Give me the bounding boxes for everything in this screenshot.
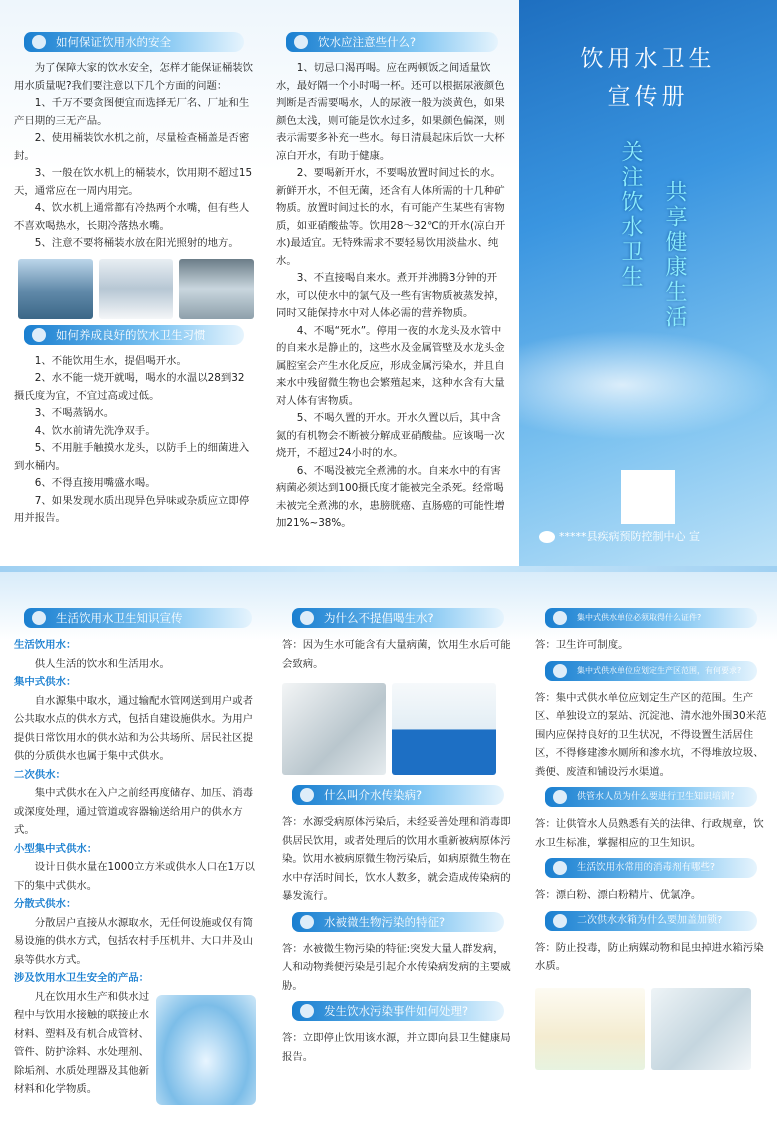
answer-text: 答：防止投毒，防止病媒动物和昆虫掉进水箱污染水质。	[535, 941, 764, 972]
list-item: 5、不喝久置的开水。开水久置以后，其中含氮的有机物会不断被分解成亚硝酸盐。应该喝一次烧开，不超过24小时的水。	[276, 412, 505, 459]
answer-text: 答：立即停止饮用该水源，并立即向县卫生健康局报告。	[282, 1032, 511, 1063]
section-title: 水被微生物污染的特征?	[324, 914, 446, 929]
droplet-icon	[294, 35, 308, 49]
section-header	[286, 32, 498, 52]
droplet-icon	[553, 664, 567, 678]
organization-label: *****县疾病预防控制中心 宣	[559, 530, 700, 543]
column-left-top	[0, 32, 262, 528]
section-title: 如何养成良好的饮水卫生习惯	[56, 327, 206, 342]
water-treatment-diagram	[535, 988, 645, 1070]
list-item: 3、不直接喝自来水。煮开并沸腾3分钟的开水，可以使水中的氯气及一些有害物质被蒸发掉，同时又能保持水中对人体必需的营养物质。	[276, 272, 505, 319]
column-left-bottom	[0, 608, 270, 1099]
list-item: 2、水不能一烧开就喝，喝水的水温以28到32摄氏度为宜，不宜过高或过低。	[14, 372, 245, 402]
answer-text: 答：水被微生物污染的特征:突发大量人群发病，人和动物粪便污染是引起介水传染病发病的主要威胁。	[282, 942, 511, 992]
section-title: 饮水应注意些什么?	[318, 35, 417, 49]
answer-text: 答：卫生许可制度。	[535, 639, 629, 651]
water-plant-photo	[18, 259, 93, 319]
list-item: 6、不喝没被完全煮沸的水。自来水中的有害病菌必须达到100摄氏度才能被完全杀死。经常喝未被完全煮沸的水，患膀胱癌、直肠癌的可能性增加21%~38%。	[276, 464, 505, 529]
water-glass-image	[156, 995, 256, 1105]
man-drinking-photo	[392, 683, 496, 775]
column-middle-top	[266, 32, 516, 533]
list-item: 4、饮水前请先洗净双手。	[34, 424, 156, 437]
section-header	[24, 608, 252, 628]
section-header	[292, 912, 504, 932]
list-item: 1、切忌口渴再喝。应在两顿饭之间适量饮水，最好隔一个小时喝一杯。还可以根据尿液颜色判断是否需要喝水，人的尿液一般为淡黄色，如果颜色太浅，则可能是饮水过多，如果颜色偏深，则表示需要多补充一些水。每日清晨起床后饮一大杯凉白开水，有助于健康。	[276, 62, 505, 162]
term-definition: 设计日供水量在1000立方米或供水人口在1万以下的集中式供水。	[14, 861, 255, 892]
section-header	[545, 858, 757, 878]
droplet-icon	[300, 915, 314, 929]
answer-text: 答：集中式供水单位应划定生产区的范围。生产区、单独设立的泵站、沉淀池、清水池外围30米范围内应保持良好的卫生状况，不得设置生活居住区，不得修建渗水厕所和渗水坑，不得堆放垃圾、粪便、废渣和铺设污水渠道。	[535, 691, 767, 778]
paragraph: 为了保障大家的饮水安全，怎样才能保证桶装饮用水质量呢?我们要注意以下几个方面的问题：	[14, 62, 253, 92]
section-title: 生活饮用水常用的消毒剂有哪些?	[577, 862, 716, 873]
list-item: 2、使用桶装饮水机之前，尽量检查桶盖是否密封。	[14, 132, 250, 162]
term-definition: 凡在饮用水生产和供水过程中与饮用水接触的联接止水材料、塑料及有机合成管材、管件、防护涂料、水处理剂、除垢剂、水质处理器及其他新材料和化学物质。	[14, 990, 150, 1095]
list-item: 1、不能饮用生水，提倡喝开水。	[34, 354, 187, 367]
cover-slogan: 共享健康生活	[662, 180, 687, 330]
faucet-photo	[651, 988, 751, 1070]
cover-title	[519, 40, 777, 116]
qr-code-placeholder	[621, 470, 675, 524]
cover-panel	[519, 0, 777, 572]
term-heading: 集中式供水：	[14, 676, 77, 688]
answer-text: 答：因为生水可能含有大量病菌，饮用生水后可能会致病。	[282, 639, 511, 670]
organization-name	[539, 528, 777, 544]
section-header	[24, 32, 244, 52]
list-item: 4、饮水机上通常都有冷热两个水嘴，但有些人不喜欢喝热水，长期冷落热水嘴。	[14, 202, 250, 232]
term-definition: 自水源集中取水，通过输配水管网送到用户或者公共取水点的供水方式，包括自建设施供水。为用户提供日常饮用水的供水站和为公共场所、居民社区提供的分质供水也属于集中式供水。	[14, 694, 253, 762]
term-heading: 生活饮用水：	[14, 639, 77, 651]
list-item: 2、要喝新开水，不要喝放置时间过长的水。新鲜开水，不但无菌，还含有人体所需的十几种矿物质。放置时间过长的水，有可能产生某些有害物质，如亚硝酸盐等。饮用28～32℃的开水(凉白开水)最适宜。无特殊需求不要轻易饮用淡盐水、纯水。	[276, 167, 506, 267]
brochure-inside	[0, 572, 777, 1142]
list-item: 3、不喝蒸锅水。	[34, 407, 115, 419]
section-header	[292, 608, 504, 628]
term-definition: 分散居户直接从水源取水，无任何设施或仅有简易设施的供水方式，包括农村手压机井、大口井及山泉等供水方式。	[14, 916, 253, 966]
droplet-icon	[300, 1004, 314, 1018]
water-splash-image	[519, 330, 777, 440]
cdc-logo-icon	[539, 531, 555, 543]
section-title: 二次供水水箱为什么要加盖加锁?	[577, 914, 723, 926]
list-item: 1、千万不要贪图便宜而选择无厂名、厂址和生产日期的三无产品。	[14, 97, 250, 127]
droplet-icon	[32, 611, 46, 625]
droplet-icon	[553, 914, 567, 928]
section-title: 生活饮用水卫生知识宣传	[56, 611, 183, 625]
section-title: 为什么不提倡喝生水?	[324, 611, 434, 625]
answer-text: 答：漂白粉、漂白粉精片、优氯净。	[535, 889, 702, 901]
column-middle-bottom	[272, 608, 522, 1066]
list-item: 5、不用脏手触摸水龙头，以防手上的细菌进入到水桶内。	[14, 442, 250, 472]
drinking-glass-photo	[282, 683, 386, 775]
section-header	[292, 1001, 504, 1021]
answer-text: 答：让供管水人员熟悉有关的法律、行政规章，饮水卫生标准，掌握相应的卫生知识。	[535, 818, 764, 849]
column-right-bottom	[527, 608, 777, 1070]
water-glass-photo	[179, 259, 254, 319]
list-item: 6、不得直接用嘴盛水喝。	[34, 477, 156, 489]
term-definition: 供人生活的饮水和生活用水。	[34, 657, 170, 670]
section-title: 集中式供水单位必须取得什么证件?	[577, 613, 702, 622]
list-item: 7、如果发现水质出现异色异味或杂质应立即停用并报告。	[14, 494, 250, 524]
term-definition: 集中式供水在入户之前经再度储存、加压、消毒或深度处理，通过管道或容器输送给用户的供水方式。	[14, 787, 253, 836]
term-heading: 涉及饮用水卫生安全的产品：	[14, 972, 150, 984]
droplet-icon	[300, 788, 314, 802]
term-heading: 分散式供水：	[14, 898, 77, 910]
section-header	[545, 787, 757, 807]
droplet-icon	[32, 35, 46, 49]
droplet-icon	[553, 790, 567, 804]
answer-text: 答：水源受病原体污染后，未经妥善处理和消毒即供居民饮用，或者处理后的饮用水重新被病原体污染。饮用水被病原微生物污染后，如病原微生物在水中存活时间长，饮水人数多，就会造成传染病的暴发流行。	[282, 816, 511, 902]
section-header	[545, 661, 757, 681]
term-heading: 二次供水：	[14, 768, 66, 781]
section-title: 供管水人员为什么要进行卫生知识培训?	[577, 792, 735, 802]
photo-row	[18, 259, 254, 319]
cover-title-line: 宣传册	[607, 84, 689, 110]
droplet-icon	[553, 611, 567, 625]
droplet-icon	[32, 328, 46, 342]
term-heading: 小型集中式供水：	[14, 842, 98, 855]
section-header	[24, 325, 244, 345]
laboratory-photo	[99, 259, 174, 319]
droplet-icon	[300, 611, 314, 625]
list-item: 4、不喝“死水”。停用一夜的水龙头及水管中的自来水是静止的，这些水及金属管壁及水龙头金属腔室会产生水化反应，形成金属污染水，并且自来水中残留微生物也会繁殖起来，这种水含有大量对人体有害物质。	[276, 324, 505, 407]
section-header	[545, 608, 757, 628]
section-title: 如何保证饮用水的安全	[56, 35, 171, 49]
section-header	[292, 785, 504, 805]
section-title: 集中式供水单位应划定生产区范围，有何要求?	[577, 665, 742, 675]
droplet-icon	[553, 861, 567, 875]
section-title: 发生饮水污染事件如何处理?	[324, 1004, 469, 1018]
photo-row	[535, 988, 767, 1070]
list-item: 5、注意不要将桶装水放在阳光照射的地方。	[34, 237, 239, 249]
cover-title-line: 饮用水卫生	[580, 46, 716, 72]
list-item: 3、一般在饮水机上的桶装水，饮用期不超过15天，通常应在一周内用完。	[14, 167, 253, 197]
cover-slogan: 关注饮水卫生	[618, 140, 643, 290]
section-header	[545, 911, 757, 931]
photo-row	[282, 683, 514, 775]
section-title: 什么叫介水传染病?	[324, 788, 423, 802]
